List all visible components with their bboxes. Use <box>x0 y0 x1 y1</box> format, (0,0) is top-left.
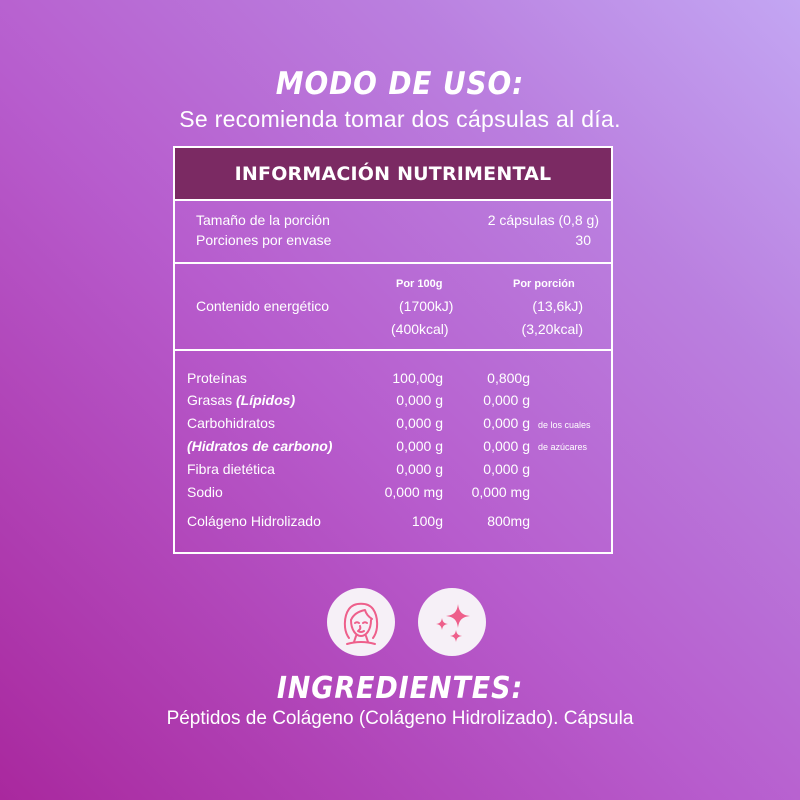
row-per100-carbs: 0,000 g <box>396 415 443 431</box>
row-perserving-fats: 0,000 g <box>483 392 530 408</box>
row-label-fats <box>187 392 295 408</box>
nutrition-panel <box>173 146 613 554</box>
energy-kj-per100: (1700kJ) <box>399 298 454 314</box>
row-label-carbs: Carbohidratos <box>187 415 275 431</box>
row-perserving-carbohydrates: 0,000 g <box>483 438 530 454</box>
row-perserving-carbs: 0,000 g <box>483 415 530 431</box>
row-label-fats-emphasis: (Lípidos) <box>236 392 296 408</box>
row-per100-sodium: 0,000 mg <box>384 484 443 500</box>
servings-value: 30 <box>575 232 591 248</box>
row-per100-collagen: 100g <box>411 513 443 529</box>
energy-kj-perserving: (13,6kJ) <box>532 298 583 314</box>
serving-size-value: 2 cápsulas (0,8 g) <box>487 212 599 228</box>
row-note-carbs: de los cuales <box>538 420 591 430</box>
column-header-perserving: Por porción <box>513 278 575 290</box>
ingredients-text: Péptidos de Colágeno (Colágeno Hidrolizado). Cápsula <box>166 708 634 729</box>
row-perserving-proteins: 0,800g <box>487 370 530 386</box>
row-per100-fats: 0,000 g <box>396 392 443 408</box>
row-perserving-sodium: 0,000 mg <box>471 484 530 500</box>
row-per100-proteins: 100,00g <box>392 370 443 386</box>
row-label-fiber: Fibra dietética <box>187 461 275 477</box>
divider <box>175 349 611 351</box>
usage-text: Se recomienda tomar dos cápsulas al día. <box>179 106 621 132</box>
row-perserving-collagen: 800mg <box>487 513 530 529</box>
woman-face-icon <box>327 588 395 656</box>
column-header-per100: Por 100g <box>396 278 443 290</box>
row-label-carbohydrates: (Hidratos de carbono) <box>187 438 333 454</box>
divider <box>175 262 611 264</box>
row-perserving-fiber: 0,000 g <box>483 461 530 477</box>
nutrition-title: INFORMACIÓN NUTRIMENTAL <box>175 148 611 201</box>
energy-kcal-perserving: (3,20kcal) <box>521 321 583 337</box>
row-label-collagen: Colágeno Hidrolizado <box>187 513 321 529</box>
sparkles-icon <box>418 588 486 656</box>
energy-label: Contenido energético <box>196 298 330 314</box>
row-label-proteins: Proteínas <box>187 370 247 386</box>
energy-kcal-per100: (400kcal) <box>391 321 449 337</box>
row-label-sodium: Sodio <box>187 484 223 500</box>
row-per100-fiber: 0,000 g <box>396 461 443 477</box>
row-note-sugars: de azúcares <box>538 442 588 452</box>
servings-label: Porciones por envase <box>196 232 332 248</box>
usage-heading: MODO DE USO: <box>275 66 525 102</box>
row-label-fats-text: Grasas <box>187 392 233 408</box>
row-per100-carbohydrates: 0,000 g <box>396 438 443 454</box>
serving-size-label: Tamaño de la porción <box>196 212 330 228</box>
ingredients-heading: INGREDIENTES: <box>276 671 524 706</box>
